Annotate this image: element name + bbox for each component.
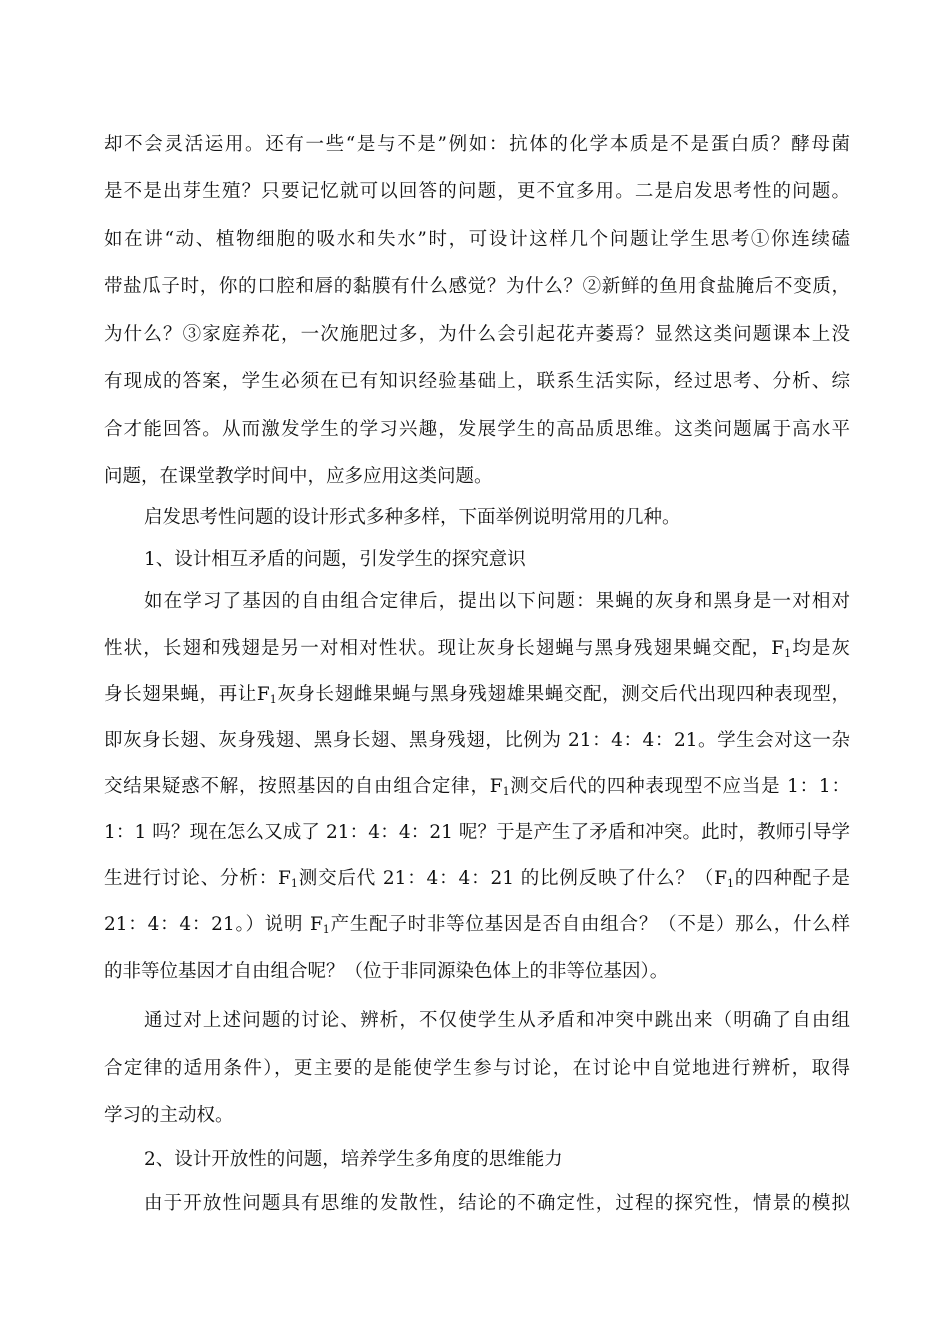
text-segment: 身长翅果蝇，再让F bbox=[104, 684, 270, 705]
text-segment: 性状，长翅和残翅是另一对相对性状。现让灰身长翅蝇与黑身残翅果蝇交配，F bbox=[104, 638, 785, 659]
text-segment: 均是灰 bbox=[791, 638, 850, 659]
subscript: 1 bbox=[726, 877, 734, 890]
subscript: 1 bbox=[269, 693, 277, 706]
text-segment: 灰身长翅雌果蝇与黑身残翅雄果蝇交配，测交后代出现四种表现型， bbox=[276, 684, 850, 705]
subscript: 1 bbox=[290, 877, 298, 890]
text-line: 的非等位基因才自由组合呢？（位于非同源染色体上的非等位基因）。 bbox=[104, 961, 669, 982]
text-line bbox=[104, 772, 850, 802]
text-line: 为什么？③家庭养花，一次施肥过多，为什么会引起花卉萎焉？显然这类问题课本上没 bbox=[104, 324, 850, 345]
section-heading: 2、设计开放性的问题，培养学生多角度的思维能力 bbox=[144, 1149, 563, 1170]
text-line: 合定律的适用条件），更主要的是能使学生参与讨论，在讨论中自觉地进行辨析，取得 bbox=[104, 1058, 850, 1079]
text-line: 启发思考性问题的设计形式多种多样，下面举例说明常用的几种。 bbox=[144, 507, 681, 528]
text-segment: 测交后代 21：4：4：21 的比例反映了什么？（F bbox=[297, 868, 727, 889]
text-line: 1：1 吗？现在怎么又成了 21：4：4：21 呢？于是产生了矛盾和冲突。此时，教师引导学 bbox=[104, 822, 850, 843]
text-line bbox=[104, 680, 850, 710]
text-line: 通过对上述问题的讨论、辨析，不仅使学生从矛盾和冲突中跳出来（明确了自由组 bbox=[144, 1010, 850, 1031]
text-line: 是不是出芽生殖？只要记忆就可以回答的问题，更不宜多用。二是启发思考性的问题。 bbox=[104, 181, 850, 202]
text-line: 即灰身长翅、灰身残翅、黑身长翅、黑身残翅，比例为 21：4：4：21。学生会对这一杂 bbox=[104, 730, 850, 751]
text-segment: 生进行讨论、分析：F bbox=[104, 868, 291, 889]
text-segment: 21：4：4：21。）说明 F bbox=[104, 914, 323, 935]
text-line: 合才能回答。从而激发学生的学习兴趣，发展学生的高品质思维。这类问题属于高水平 bbox=[104, 419, 850, 440]
text-line: 如在讲“动、植物细胞的吸水和失水”时，可设计这样几个问题让学生思考①你连续磕 bbox=[104, 229, 850, 250]
text-line bbox=[104, 634, 850, 664]
text-line bbox=[104, 910, 850, 940]
text-segment: 产生配子时非等位基因是否自由组合？（不是）那么，什么样 bbox=[329, 914, 850, 935]
subscript: 1 bbox=[322, 923, 330, 936]
text-line: 学习的主动权。 bbox=[104, 1105, 234, 1126]
text-line bbox=[104, 864, 850, 894]
subscript: 1 bbox=[502, 785, 510, 798]
text-line: 带盐瓜子时，你的口腔和唇的黏膜有什么感觉？为什么？②新鲜的鱼用食盐腌后不变质， bbox=[104, 276, 850, 297]
text-line: 有现成的答案，学生必须在已有知识经验基础上，联系生活实际，经过思考、分析、综 bbox=[104, 371, 850, 392]
text-line: 问题，在课堂教学时间中，应多应用这类问题。 bbox=[104, 466, 493, 487]
text-segment: 交结果疑惑不解，按照基因的自由组合定律，F bbox=[104, 776, 503, 797]
text-segment: 的四种配子是 bbox=[733, 868, 850, 889]
subscript: 1 bbox=[784, 647, 792, 660]
section-heading: 1、设计相互矛盾的问题，引发学生的探究意识 bbox=[144, 549, 526, 570]
text-segment: 测交后代的四种表现型不应当是 1：1： bbox=[509, 776, 850, 797]
text-line: 却不会灵活运用。还有一些“是与不是”例如：抗体的化学本质是不是蛋白质？酵母菌 bbox=[104, 134, 850, 155]
text-line: 如在学习了基因的自由组合定律后，提出以下问题：果蝇的灰身和黑身是一对相对 bbox=[144, 591, 850, 612]
text-line: 由于开放性问题具有思维的发散性，结论的不确定性，过程的探究性，情景的模拟 bbox=[144, 1193, 850, 1214]
